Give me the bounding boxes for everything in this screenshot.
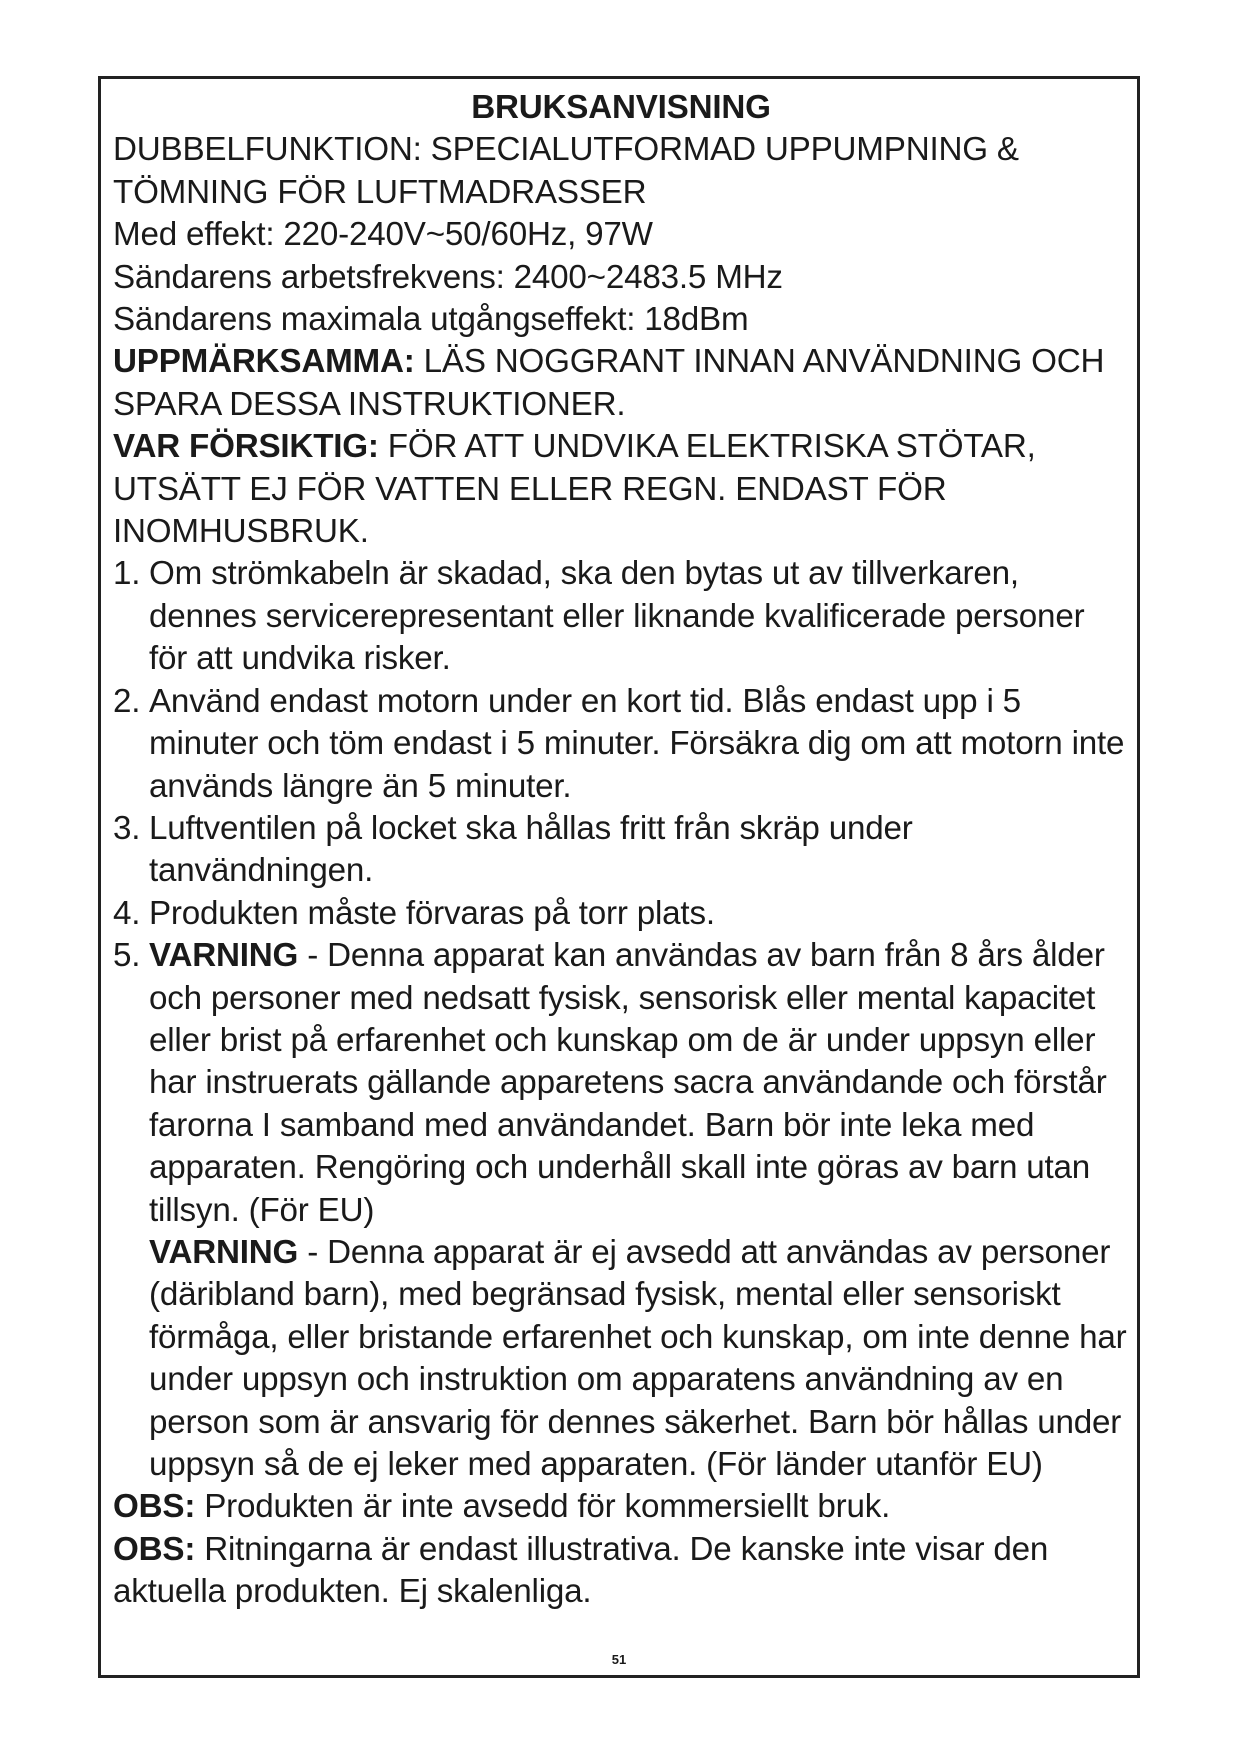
caution-text: FÖR ATT UNDVIKA ELEKTRISKA STÖTAR, UTSÄTT EJ FÖR VATTEN ELLER REGN. ENDAST FÖR INOMHUSBRUK. — [113, 428, 1036, 551]
list-item-number: 1. — [113, 555, 141, 593]
list-item-text: Produkten måste förvaras på torr plats. — [149, 894, 715, 932]
page-title: BRUKSANVISNING — [471, 89, 771, 126]
list-item-text: Om strömkabeln är skadad, ska den bytas ut av tillverkaren, dennes servicerepresentant eller liknande kvalificerade personer för att undvika risker. — [149, 555, 1085, 678]
note-text: Ritningarna är endast illustrativa. De kanske inte visar den aktuella produkten. Ej skalenliga. — [113, 1530, 1049, 1611]
manual-page-frame — [98, 76, 1140, 1678]
page-number: 51 — [611, 1652, 627, 1667]
note-text: Produkten är inte avsedd för kommersiellt bruk. — [195, 1488, 891, 1526]
manual-content — [113, 87, 1129, 1614]
list-item — [113, 893, 1129, 935]
power-spec: Med effekt: 220-240V~50/60Hz, 97W — [113, 216, 653, 254]
warning-text: - Denna apparat kan användas av barn från 8 års ålder och personer med nedsatt fysisk, sensorisk eller mental kapacitet eller brist på erfarenhet och kunskap om de är under uppsyn eller har instruerats gällande apparetens sacra användande och förstår farorna I samband med användandet. Barn bör inte leka med apparaten. Rengöring och underhåll skall inte göras av barn utan tillsyn. (För EU) — [149, 937, 1107, 1229]
note-paragraph — [113, 1486, 1129, 1528]
note-paragraph — [113, 1529, 1129, 1614]
notice-text: LÄS NOGGRANT INNAN ANVÄNDNING OCH SPARA DESSA INSTRUKTIONER. — [113, 343, 1105, 423]
list-item-number: 5. — [113, 937, 141, 975]
list-item-text: Luftventilen på locket ska hållas fritt från skräp under tanvändningen. — [149, 809, 913, 890]
product-heading: DUBBELFUNKTION: SPECIALUTFORMAD UPPUMPNING & TÖMNING FÖR LUFTMADRASSER — [113, 131, 1019, 211]
max-output-spec: Sändarens maximala utgångseffekt: 18dBm — [113, 301, 749, 339]
list-item — [113, 681, 1129, 808]
warning-label: VARNING — [149, 1233, 299, 1271]
frequency-spec: Sändarens arbetsfrekvens: 2400~2483.5 MHz — [113, 258, 783, 296]
notice-paragraph — [113, 341, 1129, 426]
caution-paragraph — [113, 426, 1129, 553]
list-item-number: 2. — [113, 682, 141, 720]
notice-label: UPPMÄRKSAMMA: — [113, 343, 415, 381]
note-label: OBS: — [113, 1530, 196, 1568]
note-label: OBS: — [113, 1488, 196, 1526]
list-item-number: 3. — [113, 809, 141, 847]
list-item — [113, 808, 1129, 893]
warning-non-eu-paragraph — [113, 1232, 1129, 1486]
instruction-list — [113, 553, 1129, 1232]
warning-label: VARNING — [149, 937, 299, 975]
list-item — [113, 553, 1129, 680]
list-item-text: Använd endast motorn under en kort tid. Blås endast upp i 5 minuter och töm endast i 5 minuter. Försäkra dig om att motorn inte används längre än 5 minuter. — [149, 682, 1125, 805]
caution-label: VAR FÖRSIKTIG: — [113, 428, 379, 466]
warning-text: - Denna apparat är ej avsedd att användas av personer (däribland barn), med begränsad fysisk, mental eller sensoriskt förmåga, eller bristande erfarenhet och kunskap, om inte denne har under uppsyn och instruktion om apparatens användning av en person som är ansvarig för dennes säkerhet. Barn bör hållas under uppsyn så de ej leker med apparaten. (För länder utanför EU) — [149, 1233, 1127, 1483]
list-item-number: 4. — [113, 894, 141, 932]
list-item — [113, 935, 1129, 1232]
